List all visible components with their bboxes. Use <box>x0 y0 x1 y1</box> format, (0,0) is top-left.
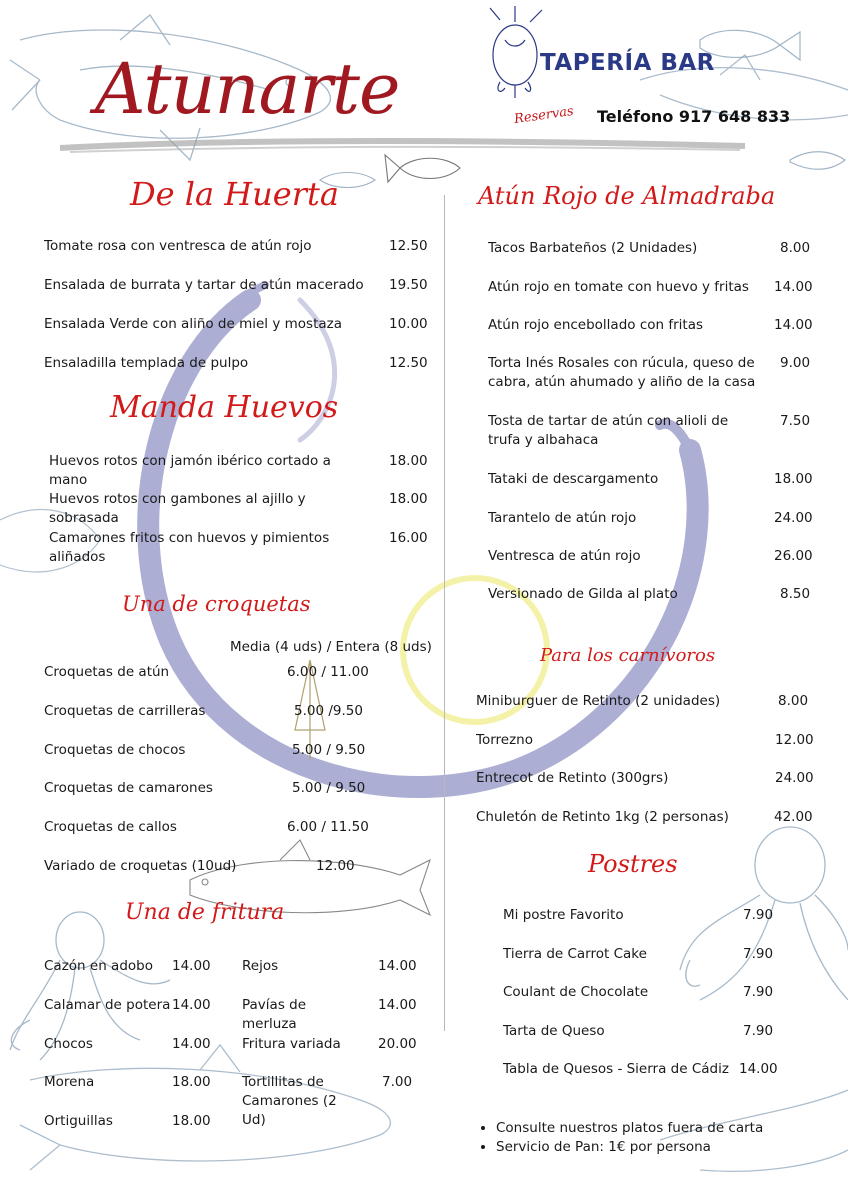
menu-item-name: Tierra de Carrot Cake <box>503 945 647 962</box>
menu-item-name: Huevos rotos con gambones al ajillo y sobrasada <box>49 491 306 526</box>
menu-item-price: 9.00 <box>780 355 811 371</box>
menu-item-price: 8.00 <box>780 240 811 256</box>
menu-item-name: Calamar de potera <box>44 996 171 1013</box>
menu-item-name: Miniburguer de Retinto (2 unidades) <box>476 693 721 709</box>
note-item: • Consulte nuestros platos fuera de carta <box>496 1120 763 1136</box>
menu-item-name: Huevos rotos con jamón ibérico cortado a mano <box>49 453 331 488</box>
phone-number[interactable]: Teléfono 917 648 833 <box>597 107 791 126</box>
menu-item-price: 14.00 <box>172 958 211 974</box>
menu-item-name: Atún rojo en tomate con huevo y fritas <box>488 279 749 295</box>
menu-item-name: Cazón en adobo <box>44 958 153 974</box>
section-title-fritura: Una de fritura <box>125 900 285 925</box>
menu-item-name: Croquetas de carrilleras <box>44 702 206 719</box>
menu-item-price: 7.90 <box>743 907 774 923</box>
menu-item-price: 20.00 <box>378 1035 417 1052</box>
menu-item-price: 18.00 <box>172 1074 211 1091</box>
menu-item-name: Coulant de Chocolate <box>503 984 649 1000</box>
menu-item-name: Ensalada de burrata y tartar de atún macerado <box>44 277 364 293</box>
menu-item-price: 5.00 / 9.50 <box>292 741 366 758</box>
menu-item-name: Croquetas de callos <box>44 819 177 836</box>
section-title-huevos: Manda Huevos <box>110 390 339 425</box>
menu-item-price: 8.50 <box>780 586 811 602</box>
menu-item-price: 16.00 <box>389 530 428 546</box>
menu-item-price: 26.00 <box>774 548 813 564</box>
menu-item-name: Entrecot de Retinto (300grs) <box>476 770 669 786</box>
menu-item-name: Chuletón de Retinto 1kg (2 personas) <box>476 808 729 825</box>
squid-sketch-icon <box>490 6 542 98</box>
menu-item-name: Mi postre Favorito <box>503 907 624 923</box>
menu-item-price: 14.00 <box>172 1035 211 1052</box>
menu-item-name: Fritura variada <box>242 1035 341 1052</box>
menu-item-price: 7.90 <box>743 945 774 962</box>
brand-logo: Atunarte <box>95 48 400 130</box>
menu-item-name: Camarones fritos con huevos y pimientos aliñados <box>49 530 330 565</box>
menu-item-name: Pavías de merluza <box>242 996 307 1032</box>
menu-item-price: 7.50 <box>780 413 811 429</box>
menu-item-price: 7.00 <box>382 1074 413 1091</box>
menu-item-price: 18.00 <box>389 491 428 507</box>
menu-item-price: 14.00 <box>739 1061 778 1077</box>
menu-item-price: 42.00 <box>774 808 813 825</box>
menu-item-name: Chocos <box>44 1035 93 1052</box>
menu-item-name: Ortiguillas <box>44 1113 113 1130</box>
menu-item-name: Torrezno <box>476 731 533 748</box>
section-title-huerta: De la Huerta <box>130 175 339 213</box>
column-divider <box>444 195 445 1031</box>
croquetas-size-header: Media (4 uds) / Entera (8 uds) <box>230 639 432 655</box>
section-title-postres: Postres <box>588 850 678 878</box>
menu-item-price: 7.90 <box>743 1022 774 1039</box>
subtitle-taperia-bar: TAPERÍA BAR <box>540 50 715 76</box>
menu-item-price: 19.50 <box>389 277 428 293</box>
menu-item-name: Croquetas de chocos <box>44 741 186 758</box>
menu-item-price: 5.00 / 9.50 <box>292 780 366 797</box>
menu-item-name: Variado de croquetas (10ud) <box>44 858 237 874</box>
menu-item-price: 24.00 <box>775 770 814 786</box>
reservas-label: Reservas <box>513 103 575 128</box>
menu-item-name: Tataki de descargamento <box>488 471 659 487</box>
menu-item-price: 7.90 <box>743 984 774 1000</box>
menu-item-name: Tarta de Queso <box>503 1022 605 1039</box>
menu-item-name: Tosta de tartar de atún con alioli de trufa y albahaca <box>488 413 729 448</box>
menu-item-price: 10.00 <box>389 316 428 332</box>
menu-item-price: 12.50 <box>389 238 428 254</box>
menu-item-price: 6.00 / 11.50 <box>287 819 369 836</box>
section-title-carnivoros: Para los carnívoros <box>540 645 716 666</box>
menu-item-price: 18.00 <box>389 453 428 469</box>
menu-item-name: Morena <box>44 1074 95 1091</box>
menu-item-price: 14.00 <box>172 996 211 1013</box>
menu-item-price: 5.00 /9.50 <box>294 702 363 719</box>
menu-item-name: Torta Inés Rosales con rúcula, queso de cabra, atún ahumado y aliño de la casa <box>488 355 756 390</box>
notes-list <box>476 1120 763 1158</box>
menu-item-price: 14.00 <box>774 279 813 295</box>
menu-item-price: 14.00 <box>378 958 417 974</box>
section-title-atun: Atún Rojo de Almadraba <box>478 182 776 210</box>
menu-item-price: 24.00 <box>774 510 813 526</box>
menu-item-name: Ventresca de atún rojo <box>488 548 641 564</box>
menu-item-name: Tortillitas de Camarones (2 Ud) <box>242 1074 337 1129</box>
menu-item-price: 14.00 <box>378 996 417 1013</box>
menu-item-price: 18.00 <box>774 471 813 487</box>
menu-item-name: Tacos Barbateños (2 Unidades) <box>488 240 698 256</box>
menu-item-price: 18.00 <box>172 1113 211 1130</box>
menu-item-name: Versionado de Gilda al plato <box>488 586 678 602</box>
menu-item-name: Tomate rosa con ventresca de atún rojo <box>44 238 312 254</box>
menu-item-name: Croquetas de camarones <box>44 780 213 797</box>
menu-item-price: 6.00 / 11.00 <box>287 664 369 680</box>
menu-item-name: Ensalada Verde con aliño de miel y mostaza <box>44 316 342 332</box>
small-fish-sketch-icon <box>320 155 460 188</box>
menu-item-name: Tarantelo de atún rojo <box>488 510 637 526</box>
menu-item-price: 12.00 <box>775 731 814 748</box>
menu-item-price: 12.00 <box>316 858 355 874</box>
menu-item-price: 8.00 <box>778 693 809 709</box>
menu-item-name: Atún rojo encebollado con fritas <box>488 317 704 333</box>
section-title-croquetas: Una de croquetas <box>122 592 311 616</box>
menu-item-name: Croquetas de atún <box>44 664 170 680</box>
menu-item-price: 14.00 <box>774 317 813 333</box>
note-item: • Servicio de Pan: 1€ por persona <box>496 1139 763 1155</box>
menu-item-name: Ensaladilla templada de pulpo <box>44 355 249 371</box>
menu-item-name: Rejos <box>242 958 279 974</box>
menu-item-price: 12.50 <box>389 355 428 371</box>
menu-item-name: Tabla de Quesos - Sierra de Cádiz <box>503 1061 729 1077</box>
